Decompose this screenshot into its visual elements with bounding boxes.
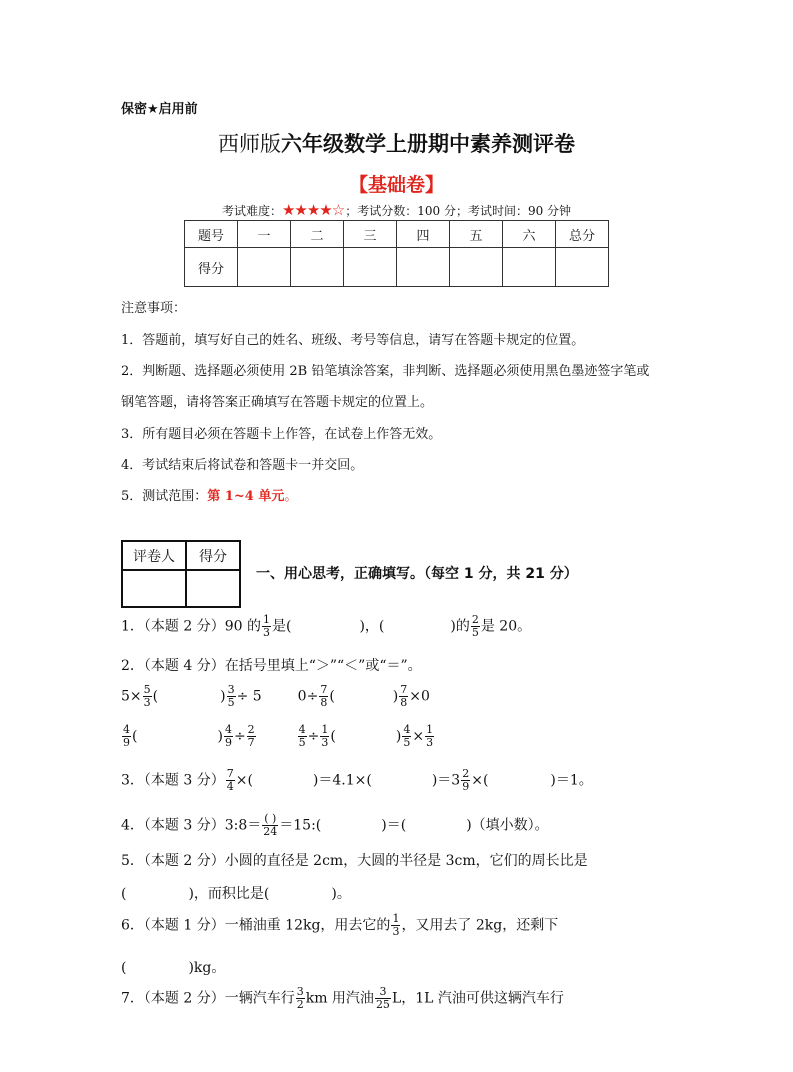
page-title [0, 128, 793, 158]
question-2-row-1: 5× $\frac{5}{3}$ ( ) $\frac{3}{5}$ ÷ 5 0÷ $\frac{7}{8}$ ( ) $\frac{7}{8}$ ×0 [121, 683, 430, 709]
fraction: $\frac{4}{5}$ [298, 723, 306, 749]
question-4: 4．（本题 3 分）3:8＝ $\frac{( )}{24}$ ＝15:( )＝( )（填小数）。 [121, 812, 549, 838]
score-table-header: 题号 [185, 221, 238, 248]
note-item: 2．判断题、选择题必须使用 2B 铅笔填涂答案，非判断、选择题必须使用黑色墨迹签字笔或 [121, 364, 650, 379]
note-item: 钢笔答题，请将答案正确填写在答题卡规定的位置上。 [121, 395, 434, 410]
score-table-score-row [185, 248, 609, 287]
question-3: 3．（本题 3 分） $\frac{7}{4}$ ×( )＝4.1×( )＝3 $\frac{2}{9}$ ×( )＝1。 [121, 767, 593, 793]
page-subtitle: 【基础卷】 [348, 174, 444, 196]
q1-text: )的 [450, 618, 470, 635]
score-table-header: 三 [344, 221, 397, 248]
fraction: $\frac{7}{8}$ [320, 683, 328, 709]
fraction: $\frac{4}{9}$ [224, 723, 232, 749]
fraction: $\frac{3}{25}$ [375, 985, 390, 1011]
fraction: $\frac{2}{7}$ [247, 723, 255, 749]
confidential-label: 保密★启用前 [121, 102, 198, 117]
scope-range: 第 1~4 单元 [207, 489, 285, 504]
fraction: $\frac{1}{3}$ [426, 723, 434, 749]
score-table-header: 一 [238, 221, 291, 248]
fraction: $\frac{7}{4}$ [226, 767, 234, 793]
score-info: ；考试分数：100 分；考试时间：90 分钟 [345, 204, 572, 218]
q1-text: 是 20。 [480, 618, 532, 635]
question-6: 6．（本题 1 分）一桶油重 12kg，用去它的 $\frac{1}{3}$ ，又用去了 2kg，还剩下 [121, 912, 559, 938]
q1-text: 1．（本题 2 分）90 的 [121, 618, 261, 635]
question-2: 2．（本题 4 分）在括号里填上“＞”“＜”或“＝”。 [121, 658, 422, 674]
fraction: $\frac{4}{9}$ [123, 723, 130, 749]
grader-box [121, 540, 241, 608]
exam-info [0, 201, 793, 219]
score-cell[interactable] [291, 248, 344, 287]
grader-reviewer-label: 评卷人 [133, 549, 175, 565]
score-cell[interactable] [397, 248, 450, 287]
difficulty-label: 考试难度： [221, 204, 282, 218]
score-table-header: 五 [450, 221, 503, 248]
score-table-header: 四 [397, 221, 450, 248]
fraction: $\frac{5}{3}$ [143, 683, 151, 709]
question-5-cont: ( )，而积比是( )。 [121, 886, 351, 902]
score-table-header: 总分 [556, 221, 609, 248]
score-table [184, 220, 609, 287]
score-cell[interactable] [556, 248, 609, 287]
note-item-scope [121, 485, 297, 504]
q1-text: )，( [359, 618, 385, 635]
title-main: 六年级数学上册期中素养测评卷 [281, 132, 575, 156]
fraction: $\frac{4}{5}$ [403, 723, 411, 749]
fraction: $\frac{3}{5}$ [227, 683, 235, 709]
fraction: $\frac{1}{3}$ [262, 613, 270, 639]
star-empty-icon: ☆ [331, 201, 346, 219]
question-1 [121, 614, 531, 639]
title-prefix: 西师版 [218, 132, 281, 156]
score-table-header-row [185, 221, 609, 248]
fraction: $\frac{1}{3}$ [392, 912, 400, 938]
note-item: 3．所有题目必须在答题卡上作答，在试卷上作答无效。 [121, 427, 442, 442]
section-1-heading: 一、用心思考，正确填写。（每空 1 分，共 21 分） [256, 566, 578, 582]
note-item: 4．考试结束后将试卷和答题卡一并交回。 [121, 458, 364, 473]
fraction: $\frac{( )}{24}$ [263, 812, 278, 838]
scope-prefix: 5．测试范围： [121, 489, 208, 504]
scope-suffix: 。 [284, 489, 298, 504]
question-7: 7．（本题 2 分）一辆汽车行 $\frac{3}{2}$ km 用汽油 $\frac{3}{25}$ L，1L 汽油可供这辆汽车行 [121, 985, 564, 1011]
score-cell[interactable] [503, 248, 556, 287]
q1-text: 是( [271, 618, 292, 635]
fraction: $\frac{2}{5}$ [471, 613, 479, 639]
score-cell[interactable] [238, 248, 291, 287]
score-cell[interactable] [344, 248, 397, 287]
fraction: $\frac{3}{2}$ [296, 985, 304, 1011]
fraction: $\frac{1}{3}$ [321, 723, 329, 749]
star-filled-icon: ★★★★ [281, 201, 332, 219]
score-table-header: 六 [503, 221, 556, 248]
grader-score-label: 得分 [199, 549, 227, 565]
question-2-row-2: $\frac{4}{9}$ ( ) $\frac{4}{9}$ ÷ $\frac{2}{7}$ $\frac{4}{5}$ ÷ $\frac{1}{3}$ ( ) $\frac{4}{5}$ × $\frac{1}{3}$ [123, 723, 434, 749]
fraction: $\frac{7}{8}$ [400, 683, 408, 709]
score-table-header: 二 [291, 221, 344, 248]
score-cell[interactable] [450, 248, 503, 287]
question-5: 5．（本题 2 分）小圆的直径是 2cm，大圆的半径是 3cm，它们的周长比是 [121, 853, 588, 869]
notes-heading: 注意事项： [121, 301, 187, 316]
note-item: 1．答题前，填写好自己的姓名、班级、考号等信息，请写在答题卡规定的位置。 [121, 333, 585, 348]
score-row-label: 得分 [185, 248, 238, 287]
question-6-cont: ( )kg。 [121, 960, 226, 976]
fraction: $\frac{2}{9}$ [462, 767, 470, 793]
